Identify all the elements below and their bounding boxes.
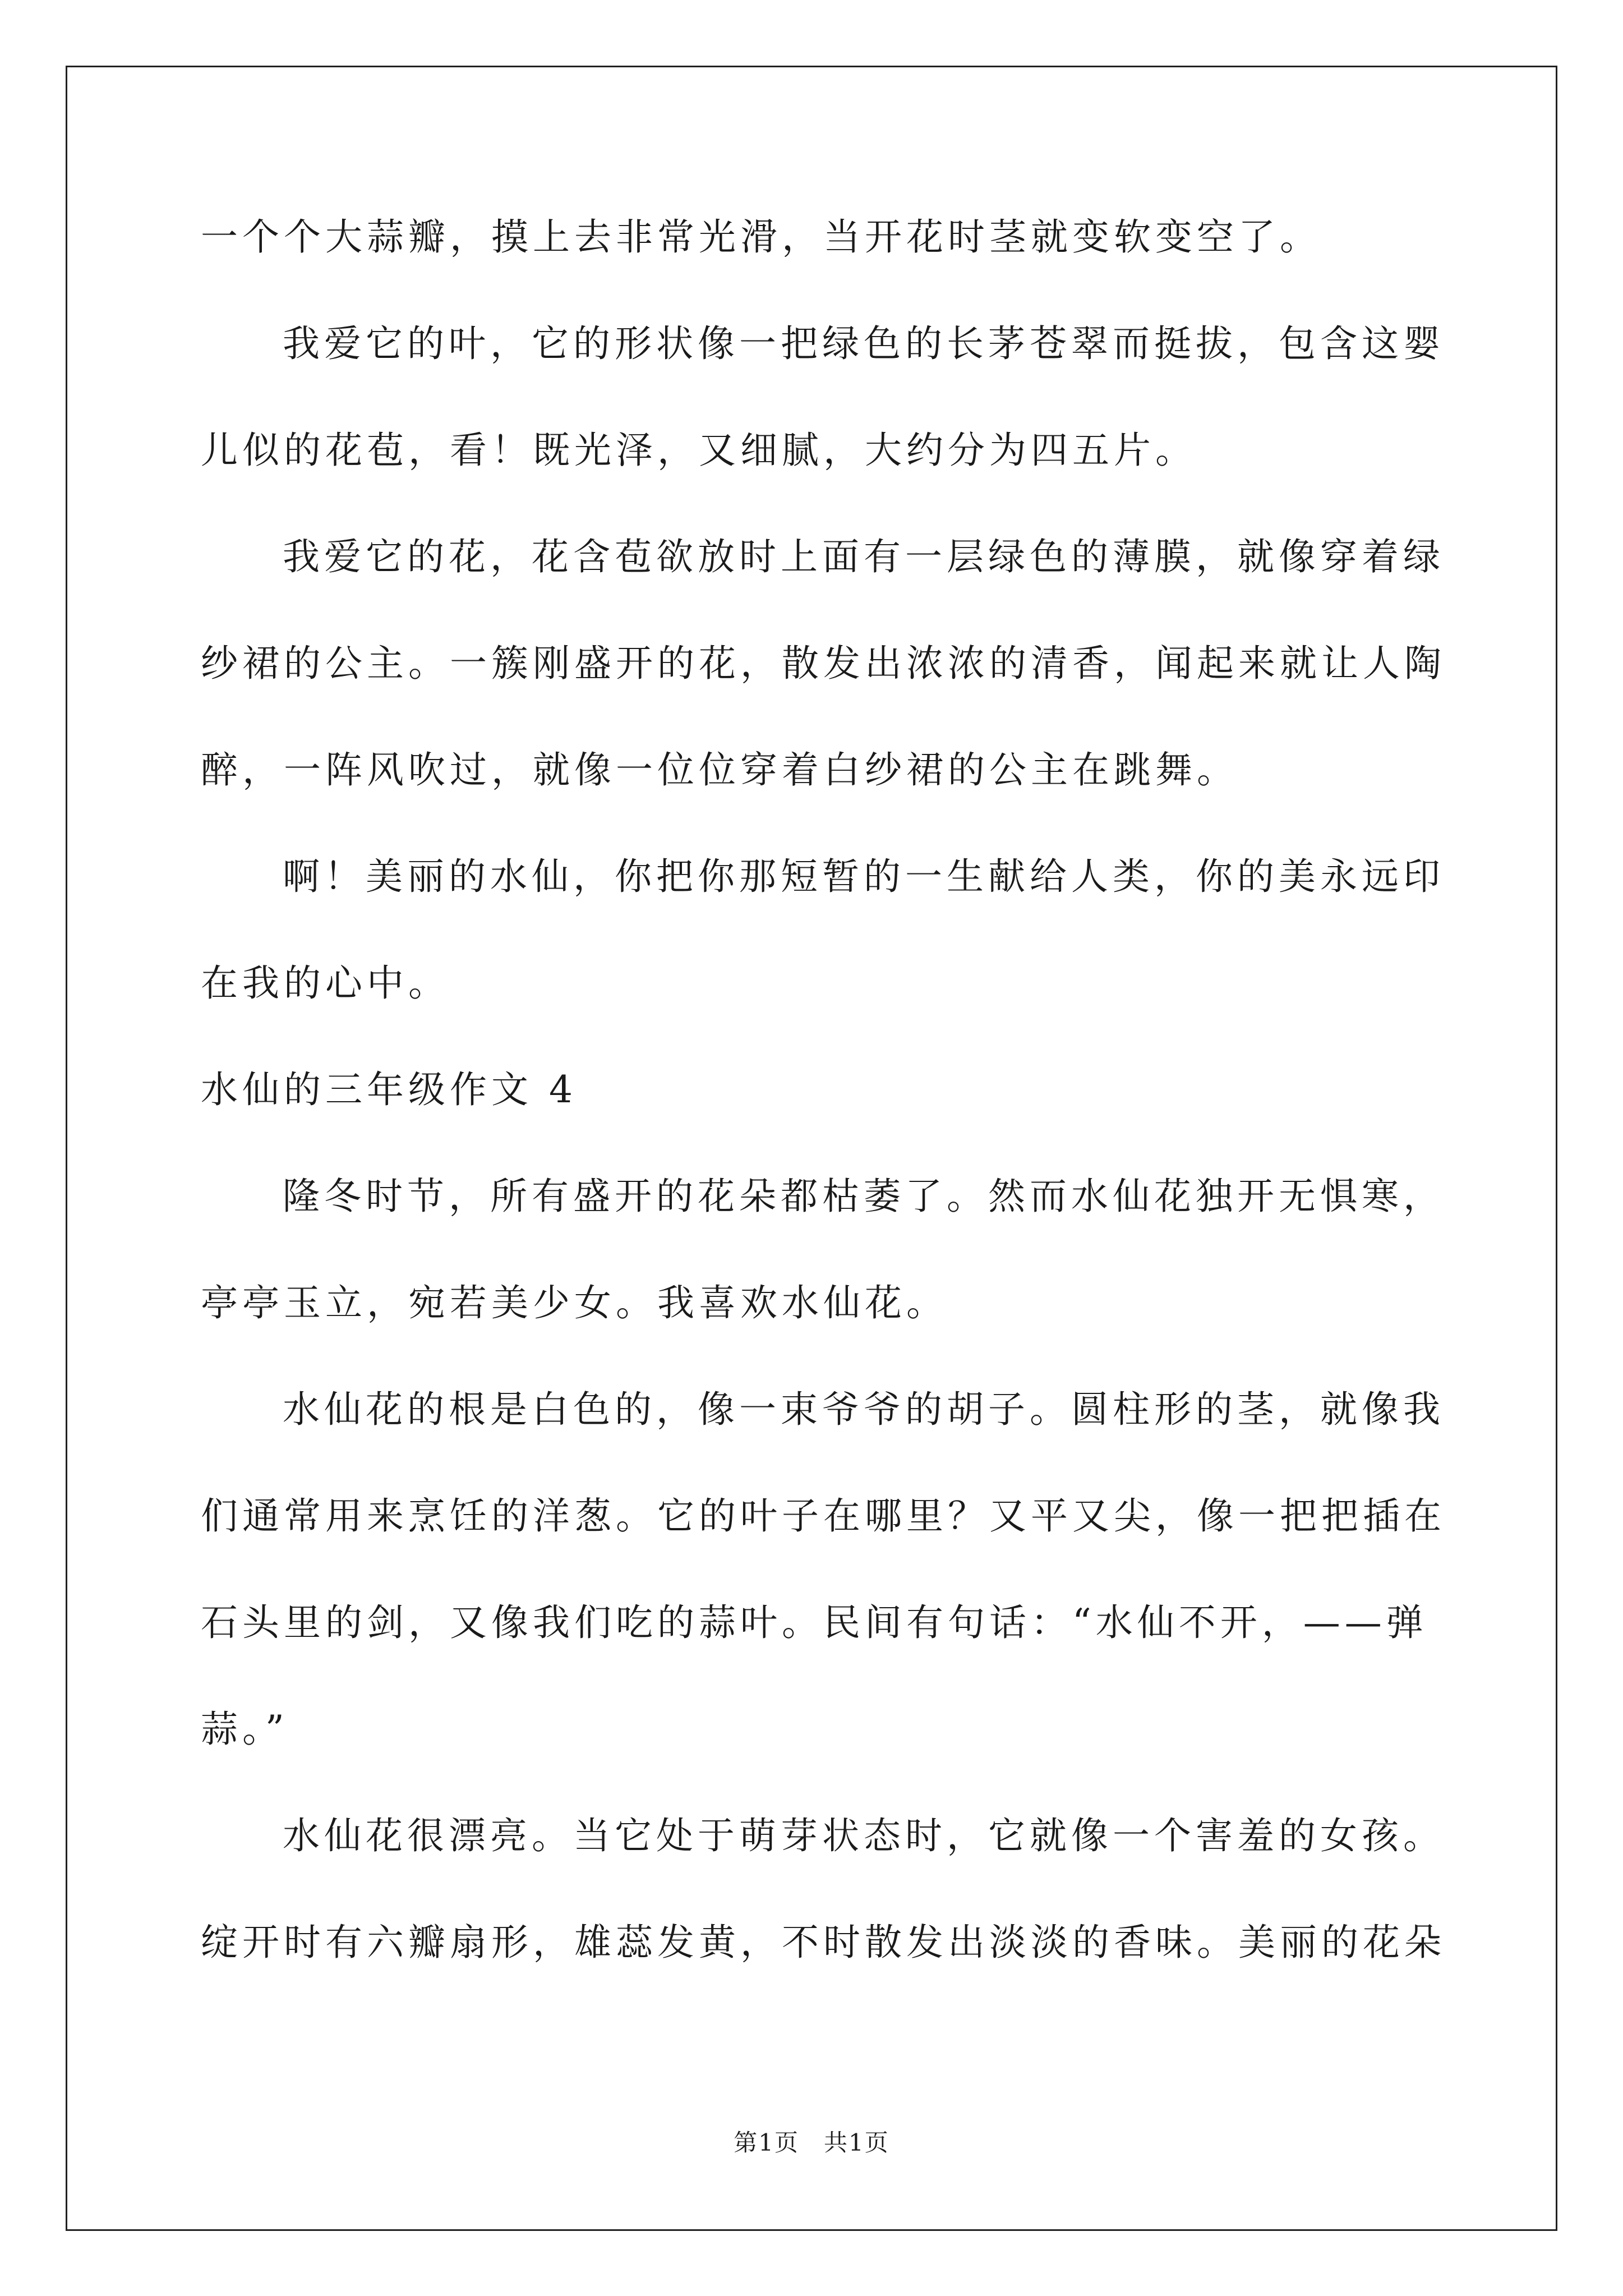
text-line: 亭亭玉立，宛若美少女。我喜欢水仙花。	[201, 1281, 948, 1324]
text-line: 一个个大蒜瓣，摸上去非常光滑，当开花时茎就变软变空了。	[201, 215, 1321, 259]
text-line: 纱裙的公主。一簇刚盛开的花，散发出浓浓的清香，闻起来就让人陶	[201, 642, 1446, 685]
section-heading: 水仙的三年级作文 4	[201, 1068, 577, 1111]
text-line: 石头里的剑，又像我们吃的蒜叶。民间有句话：“水仙不开，——弹	[201, 1601, 1428, 1644]
page-frame	[66, 66, 1557, 2231]
text-line: 水仙花的根是白色的，像一束爷爷的胡子。圆柱形的茎，就像我	[283, 1388, 1445, 1431]
text-line: 隆冬时节，所有盛开的花朵都枯萎了。然而水仙花独开无惧寒，	[283, 1175, 1445, 1218]
page-number-footer: 第1页 共1页	[734, 2129, 889, 2156]
text-line: 蒜。”	[201, 1708, 289, 1751]
text-line: 绽开时有六瓣扇形，雄蕊发黄，不时散发出淡淡的香味。美丽的花朵	[201, 1921, 1446, 1964]
text-line: 儿似的花苞，看！既光泽，又细腻，大约分为四五片。	[201, 429, 1197, 472]
text-line: 水仙花很漂亮。当它处于萌芽状态时，它就像一个害羞的女孩。	[283, 1814, 1445, 1857]
text-line: 啊！美丽的水仙，你把你那短暂的一生献给人类，你的美永远印	[283, 855, 1445, 898]
text-line: 在我的心中。	[201, 961, 450, 1005]
text-line: 们通常用来烹饪的洋葱。它的叶子在哪里？又平又尖，像一把把插在	[201, 1494, 1446, 1538]
text-line: 我爱它的花，花含苞欲放时上面有一层绿色的薄膜，就像穿着绿	[283, 535, 1445, 578]
text-line: 我爱它的叶，它的形状像一把绿色的长茅苍翠而挺拔，包含这婴	[283, 322, 1445, 365]
text-line: 醉，一阵风吹过，就像一位位穿着白纱裙的公主在跳舞。	[201, 748, 1238, 792]
